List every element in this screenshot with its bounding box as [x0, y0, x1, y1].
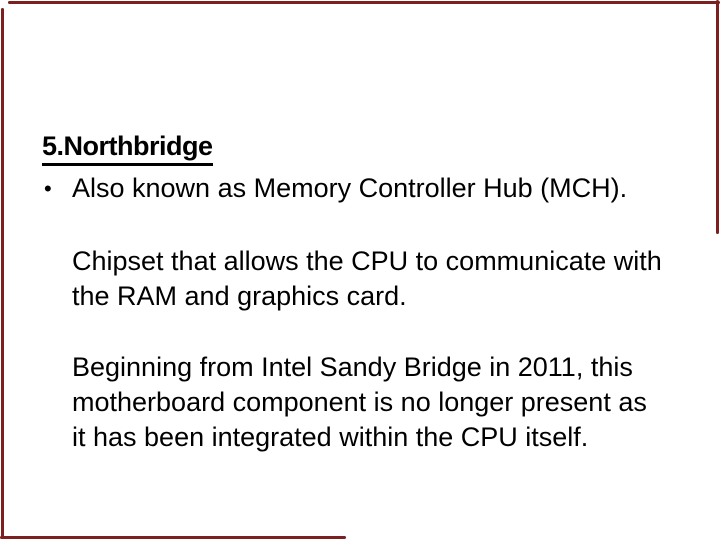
slide-title	[42, 130, 213, 166]
frame-top-border	[8, 1, 720, 4]
slide-title-text: 5.Northbridge	[42, 130, 213, 166]
paragraph-line: Beginning from Intel Sandy Bridge in 2011, this	[72, 352, 633, 382]
bullet-marker: •	[44, 176, 52, 201]
bullet-text: Also known as Memory Controller Hub (MCH).	[72, 173, 628, 203]
paragraph-line: it has been integrated within the CPU itself.	[72, 422, 589, 452]
paragraph-sandy-bridge	[72, 350, 647, 455]
paragraph-chipset	[72, 244, 662, 314]
frame-bottom-border	[0, 536, 346, 539]
frame-left-border	[1, 8, 4, 539]
paragraph-line: motherboard component is no longer present as	[72, 387, 647, 417]
paragraph-line: Chipset that allows the CPU to communicate with	[72, 246, 662, 276]
bullet-item	[44, 171, 627, 206]
frame-right-border	[716, 0, 719, 234]
paragraph-line: the RAM and graphics card.	[72, 281, 407, 311]
